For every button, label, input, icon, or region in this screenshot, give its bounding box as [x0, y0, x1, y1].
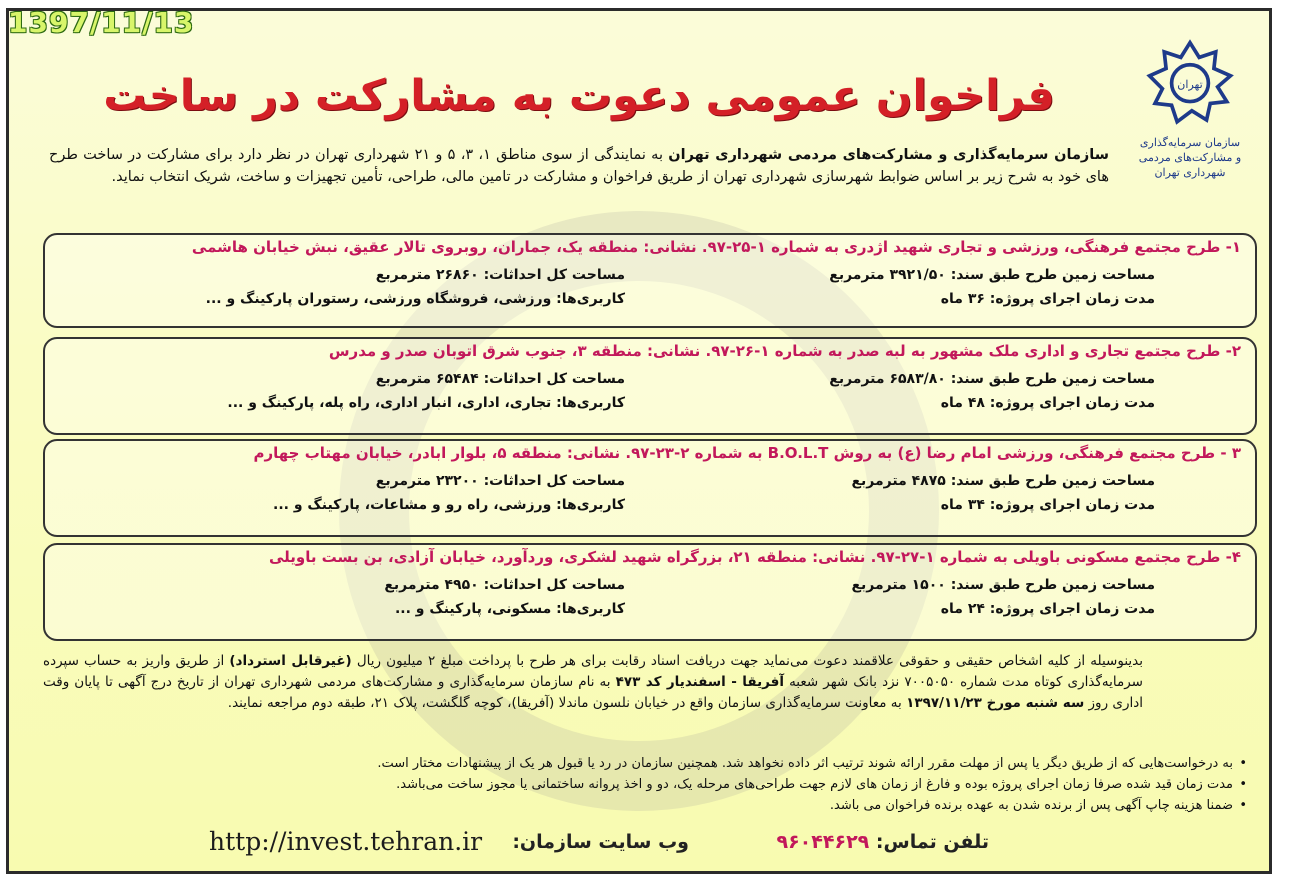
footer-contact [209, 827, 989, 867]
note-item: • مدت زمان قید شده صرفا زمان اجرای پروژه بوده و فارغ از زمان های لازم جهت طراحی‌های مرحله یک، دو و اخذ پروانه ساختمانی یا مجوز ساخت می‌باشد. [43, 774, 1233, 795]
phone-label: تلفن تماس: [875, 831, 989, 853]
advertisement-page [6, 8, 1272, 874]
project-duration: مدت زمان اجرای پروژه: ۳۶ ماه [940, 291, 1155, 307]
project-title: ۴- طرح مجتمع مسکونی باویلی به شماره ۱-۲۷-۹۷. نشانی: منطقه ۲۱، بزرگراه شهید لشکری، وردآورد، خیابان آزادی، بن بست باویلی [268, 548, 1241, 566]
project-duration: مدت زمان اجرای پروژه: ۴۸ ماه [940, 395, 1155, 411]
project-uses: کاربری‌ها: ورزشی، فروشگاه ورزشی، رستوران پارکینگ و ... [205, 291, 625, 307]
project-title: ۲- طرح مجتمع تجاری و اداری ملک مشهور به لبه صدر به شماره ۱-۲۶-۹۷. نشانی: منطقه ۳، جنوب شرق اتوبان صدر و مدرس [328, 342, 1241, 360]
project-total-area: مساحت کل احداثات: ۲۳۲۰۰ مترمربع [375, 473, 625, 489]
non-refundable-note: (غیرقابل استرداد) [229, 653, 352, 669]
invitation-part-2: از طریق واریز به حساب سپرده سرمایه‌گذاری کوتاه مدت شماره ۷۰۰۵۰۵۰ نزد بانک شهر شعبه [43, 653, 1143, 690]
project-uses: کاربری‌ها: مسکونی، پارکینگ و ... [394, 601, 625, 617]
date-stamp: 1397/11/13 [8, 6, 195, 39]
project-land-area: مساحت زمین طرح طبق سند: ۴۸۷۵ مترمربع [851, 473, 1155, 489]
project-uses: کاربری‌ها: ورزشی، راه رو و مشاعات، پارکینگ و ... [273, 497, 625, 513]
project-duration: مدت زمان اجرای پروژه: ۳۴ ماه [940, 497, 1155, 513]
tehran-municipality-logo-icon [1144, 39, 1236, 131]
logo-caption [1125, 135, 1255, 180]
notes-list [43, 753, 1251, 816]
note-item: • ضمنا هزینه چاپ آگهی پس از برنده شدن به عهده برنده فراخوان می باشد. [43, 795, 1233, 816]
organization-logo [1125, 39, 1255, 180]
note-item: • به درخواست‌هایی که از طریق دیگر یا پس از مهلت مقرر ارائه شوند ترتیب اثر داده نخواهد شد. همچنین سازمان در رد یا قبول هر یک از پیشنهادات مختار است. [43, 753, 1233, 774]
project-land-area: مساحت زمین طرح طبق سند: ۳۹۲۱/۵۰ مترمربع [829, 267, 1155, 283]
website-label: وب سایت سازمان: [512, 831, 689, 853]
project-uses: کاربری‌ها: تجاری، اداری، انبار اداری، راه پله، پارکینگ و ... [227, 395, 625, 411]
project-land-area: مساحت زمین طرح طبق سند: ۶۵۸۳/۸۰ مترمربع [829, 371, 1155, 387]
phone-block [776, 831, 989, 853]
svg-text:تهران: تهران [1177, 77, 1203, 91]
invitation-part-4: به معاونت سرمایه‌گذاری سازمان واقع در خیابان نلسون ماندلا (آفریقا)، کوچه گلگشت، پلاک ۲۱، طبقه دوم مراجعه نمایند. [227, 695, 907, 711]
logo-line-1: سازمان سرمایه‌گذاری [1139, 136, 1241, 149]
invitation-part-3: به نام سازمان سرمایه‌گذاری و مشارکت‌های مردمی شهرداری تهران از تاریخ درج آگهی تا پایان وقت اداری روز [43, 674, 1143, 711]
phone-number: ۹۶۰۴۴۶۲۹ [776, 831, 870, 853]
project-title: ۳ - طرح مجتمع فرهنگی، ورزشی امام رضا (ع) به روش B.O.L.T به شماره ۲-۲۳-۹۷. نشانی: منطقه ۵، بلوار ابادر، خیابان مهتاب چهارم [253, 444, 1241, 462]
project-box-1 [43, 233, 1257, 328]
invitation-part-1: بدینوسیله از کلیه اشخاص حقیقی و حقوقی علاقمند دعوت می‌نماید جهت دریافت اسناد رقابت برای هر طرح با پرداخت مبلغ ۲ میلیون ریال [351, 653, 1143, 669]
project-box-4 [43, 543, 1257, 641]
project-land-area: مساحت زمین طرح طبق سند: ۱۵۰۰ مترمربع [851, 577, 1155, 593]
intro-text: به نمایندگی از سوی مناطق ۱، ۳، ۵ و ۲۱ شهرداری تهران در نظر دارد برای مشارکت در ساخت طرح های خود به شرح زیر بر اساس ضوابط شهرسازی شهرداری تهران از طریق فراخوان و مشارکت در تامین مالی، طراحی، تأمین تجهیزات و ساخت، شریک انتخاب نماید. [49, 147, 1109, 185]
project-total-area: مساحت کل احداثات: ۲۶۸۶۰ مترمربع [375, 267, 625, 283]
project-duration: مدت زمان اجرای پروژه: ۲۴ ماه [940, 601, 1155, 617]
project-total-area: مساحت کل احداثات: ۶۵۴۸۴ مترمربع [375, 371, 625, 387]
page-title: فراخوان عمومی دعوت به مشارکت در ساخت [103, 71, 1055, 121]
logo-line-2: و مشارکت‌های مردمی شهرداری تهران [1138, 151, 1242, 179]
deadline: سه شنبه مورخ ۱۳۹۷/۱۱/۲۳ [906, 695, 1085, 711]
bank-branch: آفریقا - اسفندیار کد ۴۷۳ [615, 674, 785, 690]
intro-org: سازمان سرمایه‌گذاری و مشارکت‌های مردمی شهرداری تهران [668, 147, 1109, 163]
project-total-area: مساحت کل احداثات: ۴۹۵۰ مترمربع [384, 577, 625, 593]
project-title: ۱- طرح مجتمع فرهنگی، ورزشی و تجاری شهید اژدری به شماره ۱-۲۵-۹۷. نشانی: منطقه یک، جماران، روبروی تالار عقیق، نبش خیابان هاشمی [191, 238, 1241, 256]
project-box-2 [43, 337, 1257, 435]
project-box-3 [43, 439, 1257, 537]
invitation-paragraph [43, 651, 1143, 714]
website-url[interactable]: http://invest.tehran.ir [209, 827, 483, 856]
intro-paragraph [49, 144, 1109, 188]
